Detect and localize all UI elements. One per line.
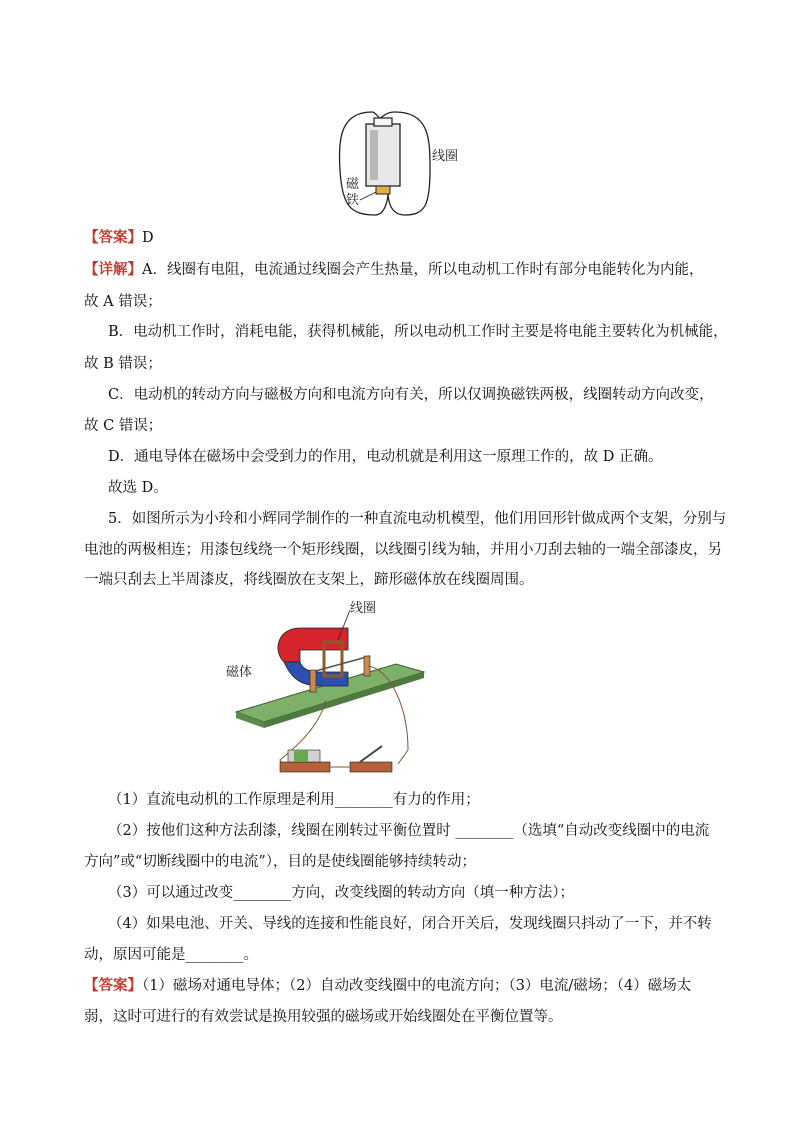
detail-text: A．线圈有电阻，电流通过线圈会产生热量，所以电动机工作时有部分电能转化为内能， <box>142 262 704 278</box>
subquestion-4-cont: 动，原因可能是________。 <box>84 947 258 963</box>
answer-text: （1）磁场对通电导体；（2）自动改变线圈中的电流方向；（3）电流/磁场；（4）磁场太 <box>142 978 692 994</box>
question-5-line: 一端只刮去上半周漆皮，将线圈放在支架上，蹄形磁体放在线圈周围。 <box>84 572 534 588</box>
question-5-line: 5．如图所示为小玲和小辉同学制作的一种直流电动机模型，他们用回形针做成两个支架，分别与 <box>108 511 727 527</box>
detail-line: 故选 D。 <box>108 480 168 496</box>
magnet-label: 磁体 <box>226 665 253 680</box>
subquestion-3: （3）可以通过改变________方向，改变线圈的转动方向（填一种方法）； <box>108 885 574 901</box>
answer-tag: 【答案】 <box>84 229 142 246</box>
support-left <box>310 670 316 692</box>
answer-5-line-2: 弱，这时可进行的有效尝试是换用较强的磁场或开始线圈处在平衡位置等。 <box>84 1009 563 1025</box>
dc-motor-figure <box>222 600 432 780</box>
detail-line: 故 A 错误； <box>84 294 162 310</box>
horseshoe-magnet-red <box>278 628 348 662</box>
magnet-disc <box>376 186 390 194</box>
detail-line: D．通电导体在磁场中会受到力的作用，电动机就是利用这一原理工作的，故 D 正确。 <box>108 449 663 465</box>
detail-line: 故 C 错误； <box>84 418 163 434</box>
answer-4-line <box>84 228 724 248</box>
switch-base <box>350 762 392 772</box>
answer-5-line <box>84 976 724 996</box>
subquestion-2: （2）按他们这种方法刮漆，线圈在刚转过平衡位置时 ________（选填“自动改变线圈中的电流 <box>108 823 710 839</box>
detail-line: C．电动机的转动方向与磁极方向和电流方向有关，所以仅调换磁铁两极，线圈转动方向改变， <box>108 387 714 403</box>
question-5-line: 电池的两极相连；用漆包线绕一个矩形线圈，以线圈引线为轴，并用小刀刮去轴的一端全部漆皮，另 <box>84 542 722 558</box>
subquestion-4: （4）如果电池、开关、导线的连接和性能良好，闭合开关后，发现线圈只抖动了一下，并不转 <box>108 916 712 932</box>
magnet-label-1: 磁 <box>346 177 360 192</box>
subquestion-1: （1）直流电动机的工作原理是利用________有力的作用； <box>108 792 480 808</box>
battery-shade <box>370 130 378 180</box>
coil-label: 线圈 <box>432 149 459 164</box>
subquestion-2-cont: 方向”或“切断线圈中的电流”），目的是使线圈能够持续转动； <box>84 854 476 870</box>
detail-tag: 【详解】 <box>84 261 142 278</box>
detail-line: 故 B 错误； <box>84 356 162 372</box>
switch-lever <box>360 746 382 762</box>
detail-line: B．电动机工作时，消耗电能，获得机械能，所以电动机工作时主要是将电能主要转化为机械能， <box>108 324 728 340</box>
battery-cap <box>374 118 392 126</box>
magnet-label-2: 铁 <box>346 193 360 208</box>
answer-tag: 【答案】 <box>84 977 142 994</box>
answer-value: D <box>142 230 154 246</box>
battery-holder <box>280 762 330 772</box>
coil-label: 线圈 <box>350 601 377 616</box>
detail-line-a <box>84 260 724 280</box>
battery-coil-figure <box>330 100 470 220</box>
